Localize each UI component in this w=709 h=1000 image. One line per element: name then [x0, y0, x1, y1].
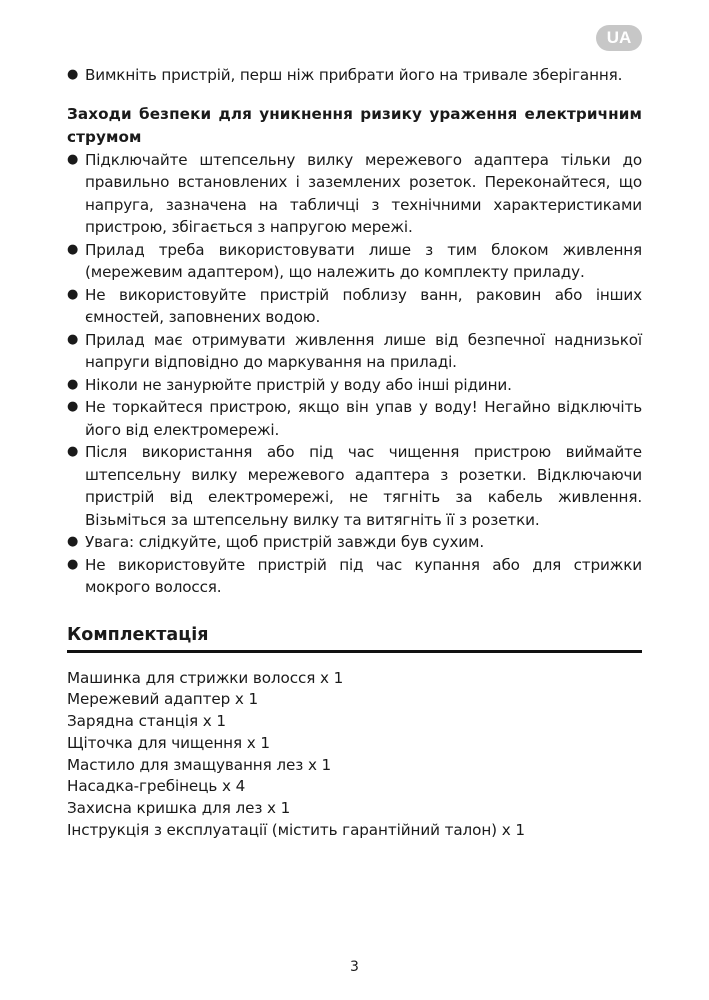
- contents-list: [67, 668, 642, 842]
- list-item: [67, 396, 642, 441]
- bullet-icon: ●: [67, 444, 79, 459]
- bullet-icon: ●: [67, 376, 79, 392]
- contents-item: Мережевий адаптер x 1: [67, 690, 259, 709]
- list-item-text: Не використовуйте пристрій поблизу ванн, раковин або інших ємностей, заповнених водою.: [85, 285, 642, 326]
- bullet-icon: ●: [67, 67, 79, 82]
- list-item-text: Вимкніть пристрій, перш ніж прибрати його на тривале зберігання.: [85, 66, 623, 84]
- list-item-text: Прилад має отримувати живлення лише від безпечної наднизької напруги відповідно до маркування на приладі.: [85, 330, 642, 371]
- list-item: [67, 239, 642, 284]
- list-item-text: Не торкайтеся пристрою, якщо він упав у воду! Негайно відключіть його від електромережі.: [85, 398, 642, 439]
- safety-section-title: Заходи безпеки для уникнення ризику ураження електричним струмом: [67, 104, 642, 146]
- bullet-icon: ●: [67, 534, 79, 549]
- list-item-text: Після використання або під час чищення пристрою виймайте штепсельну вилку мережевого адаптера з розетки. Відключаючи пристрій від електромережі, не тягніть за кабель живлення. Візьміться за штепсельну вилку та витягніть її з розетки.: [85, 443, 642, 529]
- bullet-icon: ●: [67, 399, 79, 414]
- intro-list: [67, 64, 642, 87]
- list-item: [67, 64, 642, 87]
- bullet-icon: ●: [67, 286, 79, 302]
- contents-item: Захисна кришка для лез x 1: [67, 799, 291, 818]
- language-badge: UA: [596, 25, 642, 51]
- list-item: [67, 284, 642, 329]
- page-number: 3: [350, 959, 359, 975]
- list-item: [67, 441, 642, 531]
- list-item: [67, 149, 642, 239]
- bullet-icon: ●: [67, 556, 79, 572]
- contents-item: Машинка для стрижки волосся x 1: [67, 668, 344, 687]
- page-content: [67, 64, 642, 842]
- list-item-text: Не використовуйте пристрій під час купання або для стрижки мокрого волосся.: [85, 555, 642, 596]
- bullet-icon: ●: [67, 241, 79, 257]
- bullet-icon: ●: [67, 331, 79, 347]
- list-item: [67, 554, 642, 599]
- contents-item: Щіточка для чищення x 1: [67, 733, 270, 752]
- bullet-icon: ●: [67, 151, 79, 167]
- list-item-text: Ніколи не занурюйте пристрій у воду або інші рідини.: [85, 375, 512, 394]
- contents-item: Зарядна станція x 1: [67, 712, 226, 731]
- contents-item: Мастило для змащування лез x 1: [67, 755, 332, 774]
- contents-item: Інструкція з експлуатації (містить гарантійний талон) x 1: [67, 821, 525, 840]
- list-item-text: Прилад треба використовувати лише з тим блоком живлення (мережевим адаптером), що належить до комплекту приладу.: [85, 240, 642, 281]
- safety-list: [67, 149, 642, 599]
- list-item-text: Підключайте штепсельну вилку мережевого адаптера тільки до правильно встановлених і заземлених розеток. Переконайтеся, що напруга, зазначена на табличці з технічними характеристиками пристрою, збігається з напругою мережі.: [85, 150, 642, 236]
- list-item: [67, 329, 642, 374]
- contents-section-title: Комплектація: [67, 623, 642, 653]
- list-item: [67, 374, 642, 397]
- list-item-text: Увага: слідкуйте, щоб пристрій завжди був сухим.: [85, 533, 485, 551]
- contents-item: Насадка-гребінець x 4: [67, 777, 246, 796]
- list-item: [67, 531, 642, 554]
